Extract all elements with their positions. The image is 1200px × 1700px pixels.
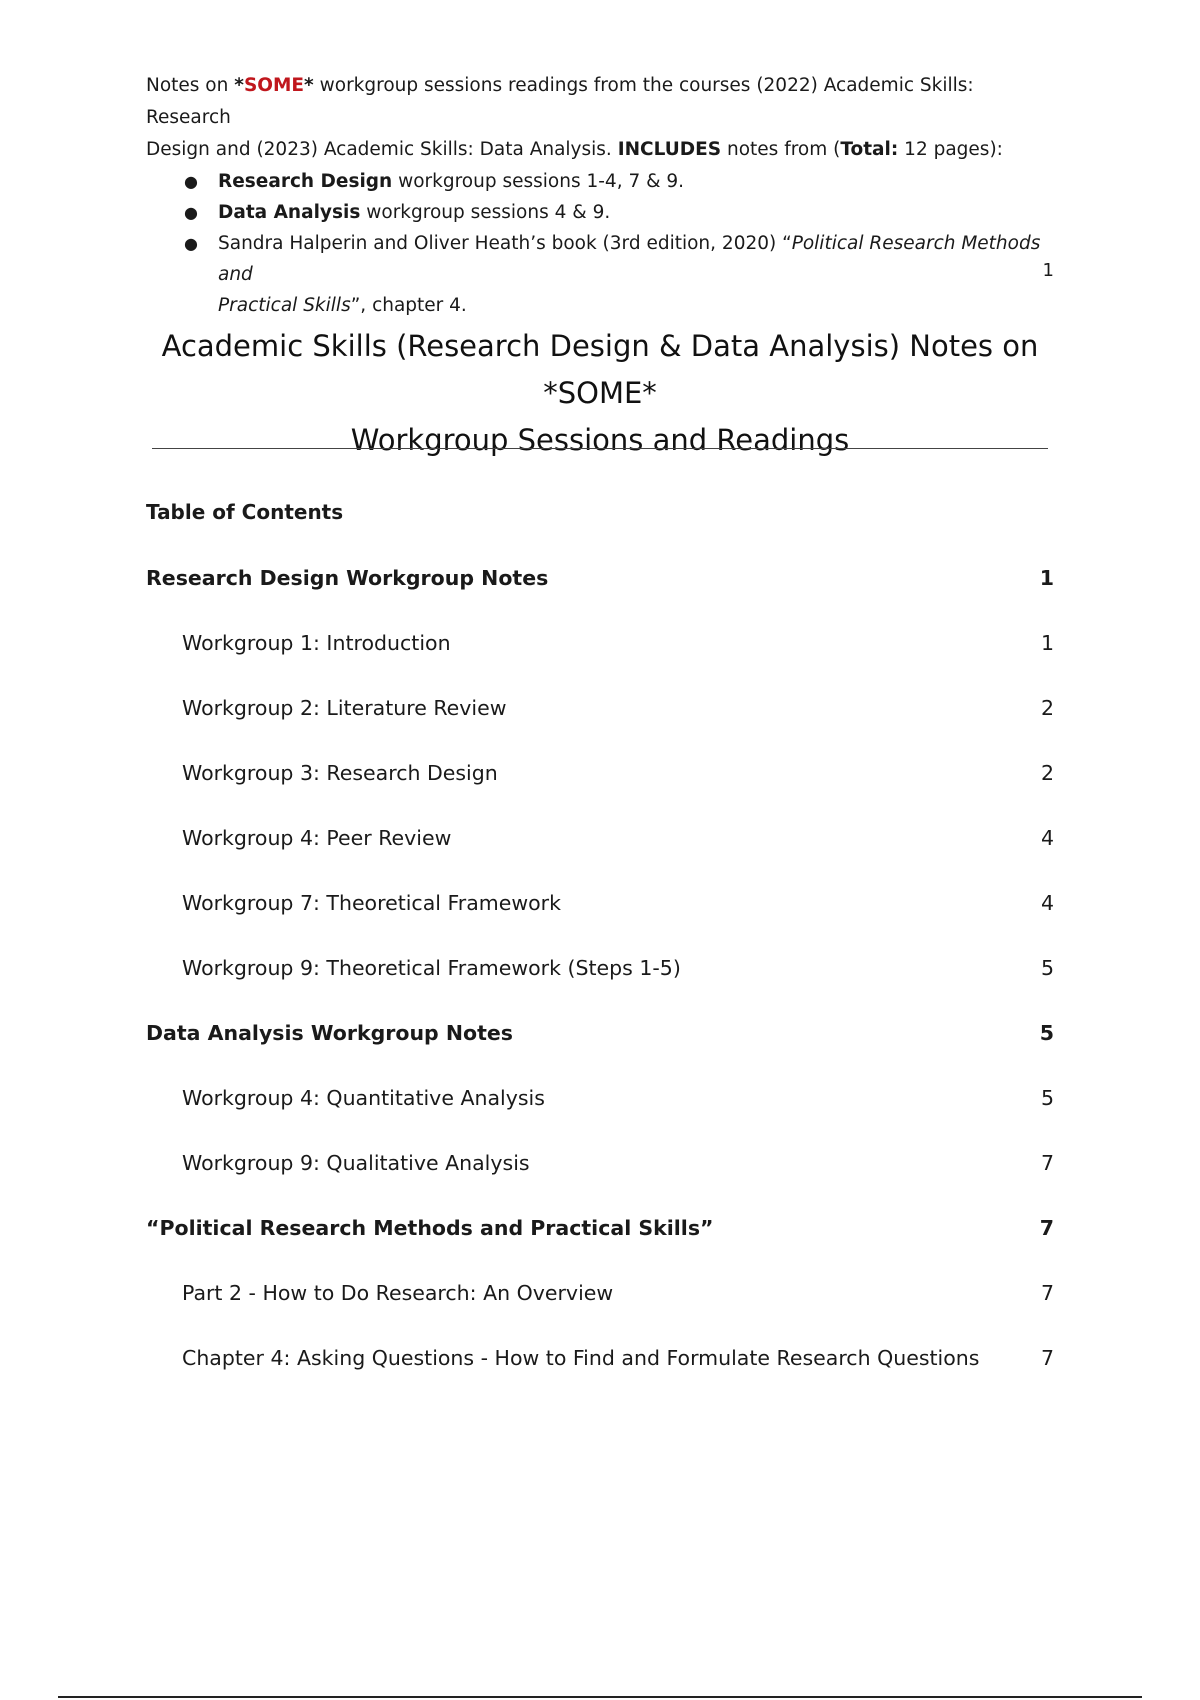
toc-entry[interactable]	[146, 1338, 1054, 1403]
intro-star: *	[304, 75, 314, 96]
toc-entry-label: Workgroup 2: Literature Review	[182, 696, 507, 720]
toc-entry-label: Workgroup 1: Introduction	[182, 631, 451, 655]
intro-line-2	[146, 134, 1046, 166]
bullet-bold: Research Design	[218, 171, 393, 192]
book-title-italic: Practical Skills	[218, 295, 351, 316]
intro-line-1	[146, 70, 1046, 134]
toc-entry-label: “Political Research Methods and Practical Skills”	[146, 1216, 714, 1240]
list-item	[184, 197, 1046, 228]
toc-section-research-design[interactable]	[146, 558, 1054, 623]
intro-text: 12 pages):	[898, 139, 1003, 160]
toc-entry[interactable]	[146, 1273, 1054, 1338]
toc-entry-label: Data Analysis Workgroup Notes	[146, 1021, 513, 1045]
intro-star: *	[234, 75, 244, 96]
toc-heading: Table of Contents	[146, 500, 344, 524]
toc-entry-page: 4	[1040, 891, 1054, 915]
book-title-italic: Political Research Methods and	[218, 233, 1041, 285]
bullet-text: workgroup sessions 4 & 9.	[360, 202, 611, 223]
title-line-2: Workgroup Sessions and Readings	[350, 423, 850, 457]
page-title	[140, 323, 1060, 464]
toc-entry[interactable]	[146, 623, 1054, 688]
toc-entry-page: 7	[1040, 1281, 1054, 1305]
toc-entry-page: 5	[1040, 956, 1054, 980]
toc-entry-page: 5	[1040, 1086, 1054, 1110]
toc-entry-label: Research Design Workgroup Notes	[146, 566, 549, 590]
bullet-icon: ●	[184, 172, 198, 191]
toc-entry-label: Chapter 4: Asking Questions - How to Find and Formulate Research Questions	[182, 1346, 980, 1370]
toc-entry-page: 7	[1040, 1151, 1054, 1175]
toc-entry-label: Workgroup 3: Research Design	[182, 761, 498, 785]
bullet-text: workgroup sessions 1-4, 7 & 9.	[392, 171, 685, 192]
list-item	[184, 228, 1046, 321]
toc-entry-label: Workgroup 4: Quantitative Analysis	[182, 1086, 545, 1110]
intro-text: notes from (	[721, 139, 841, 160]
bullet-icon: ●	[184, 203, 198, 222]
toc-entry[interactable]	[146, 1078, 1054, 1143]
intro-some-highlight: SOME	[243, 75, 305, 96]
bullet-text: Sandra Halperin and Oliver Heath’s book (3rd edition, 2020) “	[218, 233, 792, 254]
toc-entry-page: 7	[1040, 1346, 1054, 1370]
list-item	[184, 166, 1046, 197]
toc-entry-page: 1	[1039, 566, 1054, 590]
bullet-text: ”, chapter 4.	[350, 295, 467, 316]
toc-entry-label: Workgroup 7: Theoretical Framework	[182, 891, 561, 915]
toc-entry-page: 5	[1039, 1021, 1054, 1045]
toc-entry-label: Workgroup 4: Peer Review	[182, 826, 452, 850]
intro-total-label: Total:	[840, 139, 899, 160]
toc-entry-page: 4	[1040, 826, 1054, 850]
title-divider	[152, 448, 1048, 449]
toc-entry-label: Part 2 - How to Do Research: An Overview	[182, 1281, 614, 1305]
table-of-contents	[146, 558, 1054, 1403]
toc-entry[interactable]	[146, 948, 1054, 1013]
title-line-1: Academic Skills (Research Design & Data Analysis) Notes on *SOME*	[161, 329, 1039, 410]
bullet-bold: Data Analysis	[218, 202, 361, 223]
toc-entry[interactable]	[146, 688, 1054, 753]
intro-block	[146, 70, 1046, 321]
toc-entry[interactable]	[146, 818, 1054, 883]
toc-entry[interactable]	[146, 883, 1054, 948]
toc-section-data-analysis[interactable]	[146, 1013, 1054, 1078]
toc-section-political-research-methods[interactable]	[146, 1208, 1054, 1273]
toc-entry-page: 2	[1040, 696, 1054, 720]
intro-text: Notes on	[146, 75, 235, 96]
page-number: 1	[1042, 260, 1054, 281]
intro-bullet-list	[146, 166, 1046, 321]
toc-entry-page: 1	[1040, 631, 1054, 655]
intro-text: workgroup sessions readings from the courses (2022) Academic Skills: Research	[146, 75, 974, 128]
toc-entry[interactable]	[146, 753, 1054, 818]
toc-entry-label: Workgroup 9: Qualitative Analysis	[182, 1151, 530, 1175]
toc-entry-label: Workgroup 9: Theoretical Framework (Steps 1-5)	[182, 956, 681, 980]
page-bottom-divider	[58, 1696, 1142, 1698]
intro-includes: INCLUDES	[617, 139, 722, 160]
bullet-icon: ●	[184, 234, 198, 253]
toc-entry[interactable]	[146, 1143, 1054, 1208]
intro-text: Design and (2023) Academic Skills: Data Analysis.	[146, 139, 618, 160]
toc-entry-page: 2	[1040, 761, 1054, 785]
toc-entry-page: 7	[1039, 1216, 1054, 1240]
